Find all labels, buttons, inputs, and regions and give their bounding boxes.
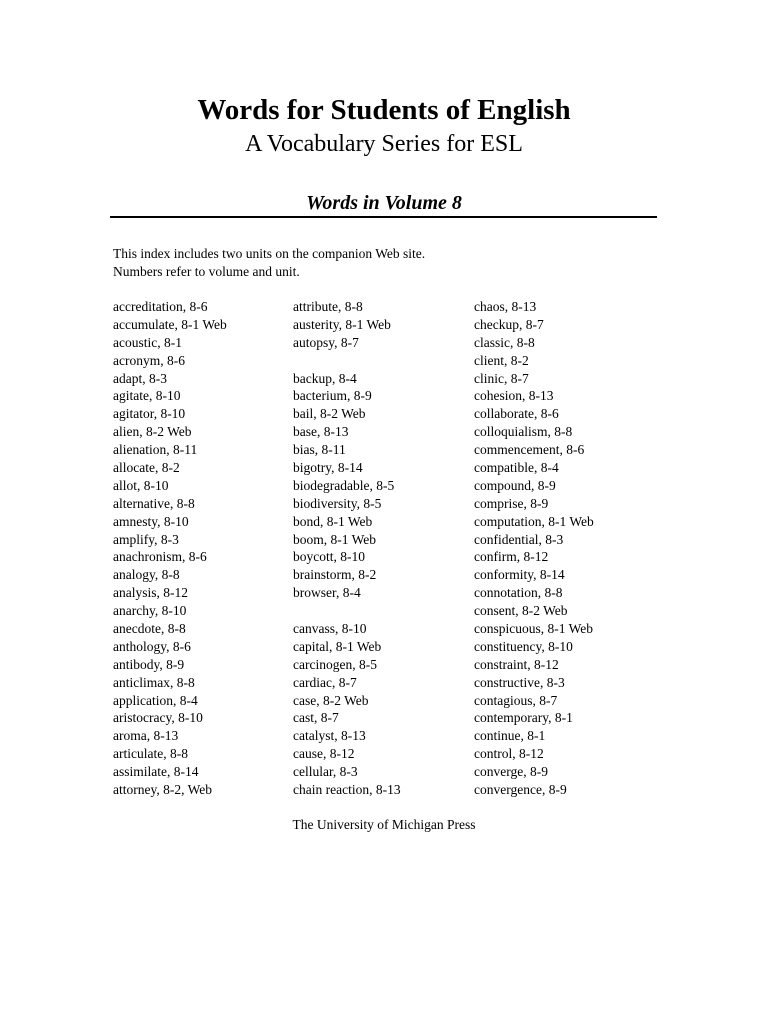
index-entry: carcinogen, 8-5 [293, 656, 377, 672]
index-entry: base, 8-13 [293, 424, 349, 440]
page-title: Words for Students of English [197, 94, 571, 126]
index-entry: convergence, 8-9 [474, 782, 567, 798]
index-entry: amnesty, 8-10 [113, 513, 189, 529]
index-entry: anachronism, 8-6 [113, 549, 207, 565]
index-entry: aroma, 8-13 [113, 728, 179, 744]
index-entry: cohesion, 8-13 [474, 388, 554, 404]
index-entry: aristocracy, 8-10 [113, 710, 203, 726]
index-entry: collaborate, 8-6 [474, 406, 559, 422]
index-entry [293, 602, 401, 620]
index-entry: cast, 8-7 [293, 710, 339, 726]
index-entry: allocate, 8-2 [113, 460, 180, 476]
index-entry: anticlimax, 8-8 [113, 674, 195, 690]
index-entry: bond, 8-1 Web [293, 513, 373, 529]
index-entry: biodiversity, 8-5 [293, 495, 382, 511]
index-entry: accreditation, 8-6 [113, 299, 208, 314]
index-entry: anthology, 8-6 [113, 638, 191, 654]
index-entry [293, 352, 401, 370]
index-entry: allot, 8-10 [113, 477, 169, 493]
index-entry: client, 8-2 [474, 352, 529, 368]
index-entry: comprise, 8-9 [474, 495, 549, 511]
index-entry: classic, 8-8 [474, 334, 535, 350]
index-entry: analysis, 8-12 [113, 585, 188, 601]
index-entry: autopsy, 8-7 [293, 334, 359, 350]
index-entry: chain reaction, 8-13 [293, 782, 401, 798]
intro-line: Numbers refer to volume and unit. [113, 263, 300, 279]
index-entry: constructive, 8-3 [474, 674, 565, 690]
index-entry: bacterium, 8-9 [293, 388, 372, 404]
index-entry: conspicuous, 8-1 Web [474, 621, 594, 637]
index-entry: bias, 8-11 [293, 442, 346, 458]
index-entry: checkup, 8-7 [474, 316, 544, 332]
index-entry: alienation, 8-11 [113, 442, 198, 458]
index-entry: connotation, 8-8 [474, 585, 563, 601]
index-entry: amplify, 8-3 [113, 531, 179, 547]
word-column-3 [474, 298, 594, 799]
index-entry: commencement, 8-6 [474, 442, 585, 458]
index-entry: case, 8-2 Web [293, 692, 369, 708]
index-entry: contemporary, 8-1 [474, 710, 573, 726]
index-entry: contagious, 8-7 [474, 692, 558, 708]
index-entry: alternative, 8-8 [113, 495, 195, 511]
word-column-2 [293, 298, 401, 799]
index-entry: capital, 8-1 Web [293, 638, 382, 654]
index-entry: colloquialism, 8-8 [474, 424, 573, 440]
index-entry: cardiac, 8-7 [293, 674, 357, 690]
index-entry: attribute, 8-8 [293, 299, 363, 314]
index-entry: alien, 8-2 Web [113, 424, 192, 440]
index-entry: catalyst, 8-13 [293, 728, 366, 744]
index-entry: bigotry, 8-14 [293, 460, 363, 476]
index-entry: chaos, 8-13 [474, 299, 537, 314]
index-entry: clinic, 8-7 [474, 370, 529, 386]
index-entry: boom, 8-1 Web [293, 531, 377, 547]
index-entry: biodegradable, 8-5 [293, 477, 395, 493]
index-entry: adapt, 8-3 [113, 370, 167, 386]
word-column-1 [113, 298, 227, 799]
page-subtitle: A Vocabulary Series for ESL [245, 131, 523, 157]
index-entry: anarchy, 8-10 [113, 603, 187, 619]
index-entry: agitator, 8-10 [113, 406, 186, 422]
intro-text [113, 245, 425, 280]
index-entry: application, 8-4 [113, 692, 198, 708]
index-entry: continue, 8-1 [474, 728, 546, 744]
index-entry: assimilate, 8-14 [113, 764, 199, 780]
index-entry: confirm, 8-12 [474, 549, 549, 565]
index-entry: boycott, 8-10 [293, 549, 365, 565]
title-rule [110, 216, 657, 218]
index-entry: antibody, 8-9 [113, 656, 185, 672]
intro-line: This index includes two units on the companion Web site. [113, 246, 426, 261]
index-entry: conformity, 8-14 [474, 567, 565, 583]
index-entry: constraint, 8-12 [474, 656, 559, 672]
section-title: Words in Volume 8 [306, 192, 462, 214]
index-entry: computation, 8-1 Web [474, 513, 594, 529]
index-entry: accumulate, 8-1 Web [113, 316, 227, 332]
index-entry: compatible, 8-4 [474, 460, 559, 476]
index-entry: acoustic, 8-1 [113, 334, 182, 350]
index-entry: agitate, 8-10 [113, 388, 181, 404]
index-entry: brainstorm, 8-2 [293, 567, 377, 583]
index-entry: backup, 8-4 [293, 370, 357, 386]
index-entry: articulate, 8-8 [113, 746, 188, 762]
index-entry: compound, 8-9 [474, 477, 556, 493]
index-entry: acronym, 8-6 [113, 352, 185, 368]
index-entry: browser, 8-4 [293, 585, 361, 601]
index-entry: attorney, 8-2, Web [113, 782, 213, 798]
publisher-footer: The University of Michigan Press [292, 817, 476, 832]
index-entry: analogy, 8-8 [113, 567, 180, 583]
index-entry: canvass, 8-10 [293, 621, 367, 637]
index-entry: consent, 8-2 Web [474, 603, 568, 619]
index-entry: anecdote, 8-8 [113, 621, 186, 637]
index-entry: confidential, 8-3 [474, 531, 564, 547]
index-entry: austerity, 8-1 Web [293, 316, 391, 332]
index-entry: cellular, 8-3 [293, 764, 358, 780]
index-entry: cause, 8-12 [293, 746, 355, 762]
index-entry: converge, 8-9 [474, 764, 548, 780]
index-entry: constituency, 8-10 [474, 638, 573, 654]
index-entry: bail, 8-2 Web [293, 406, 366, 422]
index-entry: control, 8-12 [474, 746, 544, 762]
